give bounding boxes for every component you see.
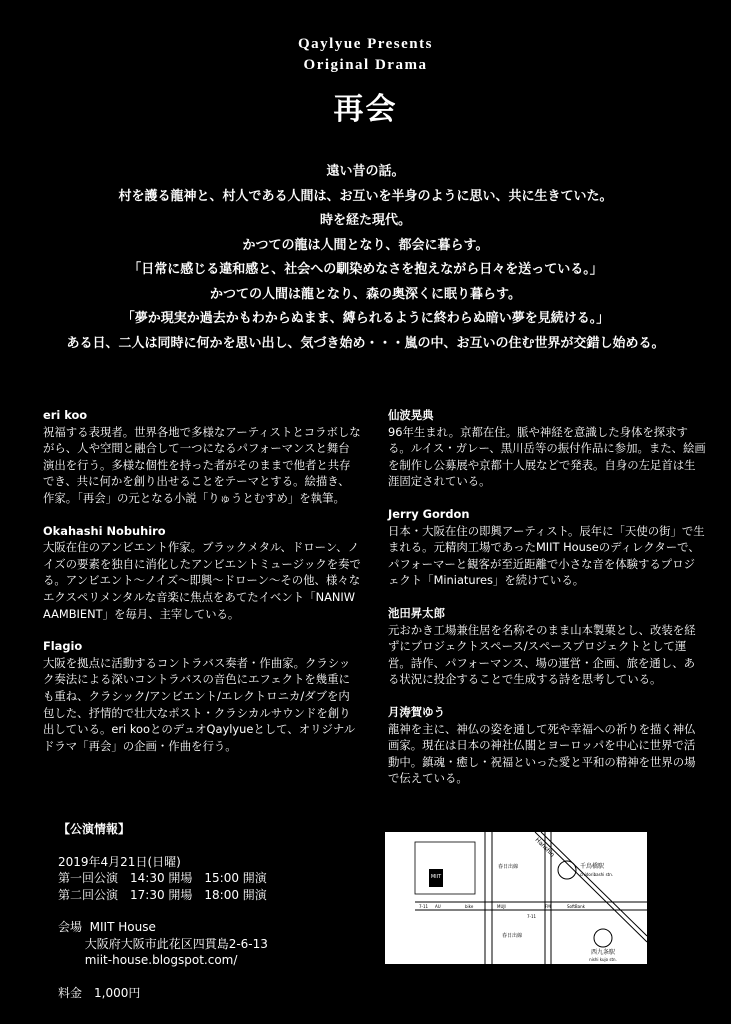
bio-name: Okahashi Nobuhiro bbox=[43, 523, 166, 538]
story-line: 「夢か現実か過去かもわからぬまま、縛られるように終わらぬ暗い夢を見続ける。」 bbox=[121, 311, 610, 326]
map-label-au: AU bbox=[435, 904, 441, 909]
map-label-bike: bike bbox=[465, 904, 474, 909]
bio-eri-koo bbox=[43, 407, 361, 507]
story-line: かつての人間は龍となり、森の奥深くに眠り暮らす。 bbox=[210, 286, 521, 302]
bio-name: 月涛賀ゆう bbox=[388, 704, 445, 719]
ticket-price: 料金 1,000円 bbox=[58, 985, 141, 1000]
info-heading: 【公演情報】 bbox=[58, 822, 131, 836]
bio-name: eri koo bbox=[43, 408, 88, 422]
venue-address: 大阪府大阪市此花区四貫島2-6-13 bbox=[84, 936, 268, 951]
presents-line-2: Original Drama bbox=[303, 57, 428, 73]
map-label-miit: MIIT bbox=[430, 874, 442, 880]
map-label-711b: 7-11 bbox=[527, 914, 537, 919]
performance-date: 2019年4月21日(日曜) bbox=[58, 854, 181, 869]
map-station-2 bbox=[594, 929, 612, 947]
bio-name: Jerry Gordon bbox=[388, 506, 470, 521]
bio-text: 大阪在住のアンビエント作家。ブラックメタル、ドローン、ノイズの要素を独自に消化したアンビエントミュージックを奏でる。アンビエント～ノイズ～即興～ドローン～その他、様々なエクスペリメンタルな音楽に焦点をあてたイベント「NANIWAAMBIENT」を毎月、主宰している。 bbox=[43, 540, 361, 621]
bio-semba bbox=[388, 407, 706, 490]
bio-text: 日本・大阪在住の即興アーティスト。辰年に「天使の街」で生まれる。元精肉工場であったMIIT Houseのディレクターで、パフォーマーと観客が至近距離で小さな音を体験するプロジェクト「Miniatures」を続けている。 bbox=[388, 523, 705, 588]
drama-title: 再会 bbox=[333, 92, 398, 127]
map-label-softbank: SoftBank bbox=[567, 904, 585, 909]
bio-tsukinami bbox=[388, 704, 706, 787]
bio-text: 龍神を主に、神仏の姿を通して死や幸福への祈りを描く神仏画家。現在は日本の神社仏閣とヨーロッパを中心に世界で活動中。鎮魂・癒し・祝福といった愛と平和の精神を世界の場で伝えている。 bbox=[388, 721, 696, 786]
venue-url[interactable]: miit-house.blogspot.com/ bbox=[84, 953, 238, 967]
header bbox=[0, 34, 731, 128]
map-label-station2: 西九条駅 bbox=[590, 949, 616, 956]
map-label-711a: 7-11 bbox=[419, 904, 429, 909]
bios-right-column bbox=[388, 407, 706, 803]
bio-text: 大阪を拠点に活動するコントラバス奏者・作曲家。クラシック奏法による深いコントラバスの音色にエフェクトを幾重にも重ね、クラシック/アンビエント/エレクトロニカ/ダブを内包した、抒情的で壮大なポスト・クラシカルサウンドを創り出している。eri kooとのデュオQaylyueとして、オリジナルドラマ「再会」の企画・作曲を行う。 bbox=[43, 655, 356, 753]
bio-text: 祝福する表現者。世界各地で多様なアーティストとコラボしながら、人や空間と融合して一つになるパフォーマンスと舞台演出を行う。多様な個性を持った者がそのままで他者と共存でき、共に何かを創り出せることをテーマとする。絵描き、作家。「再会」の元となる小説「りゅうとむすめ」を執筆。 bbox=[43, 424, 361, 505]
bios-left-column bbox=[43, 407, 361, 770]
bio-text: 96年生まれ。京都在住。脈や神経を意識した身体を探求する。ルイス・ガレー、黒川岳等の振付作品に参加。また、絵画を制作し公募展や京都十人展などで発表。自身の左足首は生涯固定されている。 bbox=[388, 424, 706, 489]
show-1-time: 第一回公演 14:30 開場 15:00 開演 bbox=[58, 871, 267, 885]
venue-line bbox=[58, 919, 268, 936]
venue-map bbox=[385, 832, 647, 964]
map-label-station1: 千鳥橋駅 bbox=[580, 863, 605, 870]
map-label-muji: MUJI bbox=[497, 904, 506, 909]
story-line: ある日、二人は同時に何かを思い出し、気づき始め・・・嵐の中、お互いの住む世界が交錯し始める。 bbox=[66, 335, 665, 351]
map-label-station1-en: chidoribashi stn. bbox=[580, 872, 614, 877]
bio-name: 池田昇太郎 bbox=[388, 605, 445, 620]
bio-jerry-gordon bbox=[388, 506, 706, 589]
bio-text: 元おかき工場兼住居を名称そのまま山本製菓とし、改装を経ずにプロジェクトスペース/スペースプロジェクトとして運営。詩作、パフォーマンス、場の運営・企画、旅を通し、ある状況に投企することで生成する詩を思考している。 bbox=[388, 622, 696, 687]
map-label-road-top: 春日出線 bbox=[498, 864, 519, 870]
story-line: 時を経た現代。 bbox=[319, 213, 411, 228]
map-label-fm: FM bbox=[545, 904, 551, 909]
bio-name: 仙波晃典 bbox=[388, 408, 434, 422]
bio-flagio bbox=[43, 638, 361, 754]
map-label-station2-en: nishi kujo stn. bbox=[589, 957, 617, 962]
story-line: 村を護る龍神と、村人である人間は、お互いを半身のように思い、共に生きていた。 bbox=[118, 188, 613, 204]
map-label-road-mid: 春日出線 bbox=[502, 933, 523, 939]
bio-okahashi-nobuhiro bbox=[43, 523, 361, 623]
presents-line-1: Qaylyue Presents bbox=[298, 36, 433, 52]
show-2-time: 第二回公演 17:30 開場 18:00 開演 bbox=[58, 887, 267, 902]
map-label-hanshin: Hanshin bbox=[533, 836, 556, 859]
venue-label: 会場 bbox=[58, 920, 83, 934]
bio-name: Flagio bbox=[43, 639, 83, 654]
story-line: 遠い昔の話。 bbox=[326, 164, 405, 179]
story-synopsis bbox=[0, 160, 731, 356]
venue-name: MIIT House bbox=[89, 920, 156, 934]
story-line: かつての龍は人間となり、都会に暮らす。 bbox=[242, 237, 489, 253]
bio-ikeda bbox=[388, 605, 706, 688]
performance-info bbox=[58, 821, 268, 1001]
story-line: 「日常に感じる違和感と、社会への馴染めなさを抱えながら日々を送っている。」 bbox=[128, 262, 603, 277]
